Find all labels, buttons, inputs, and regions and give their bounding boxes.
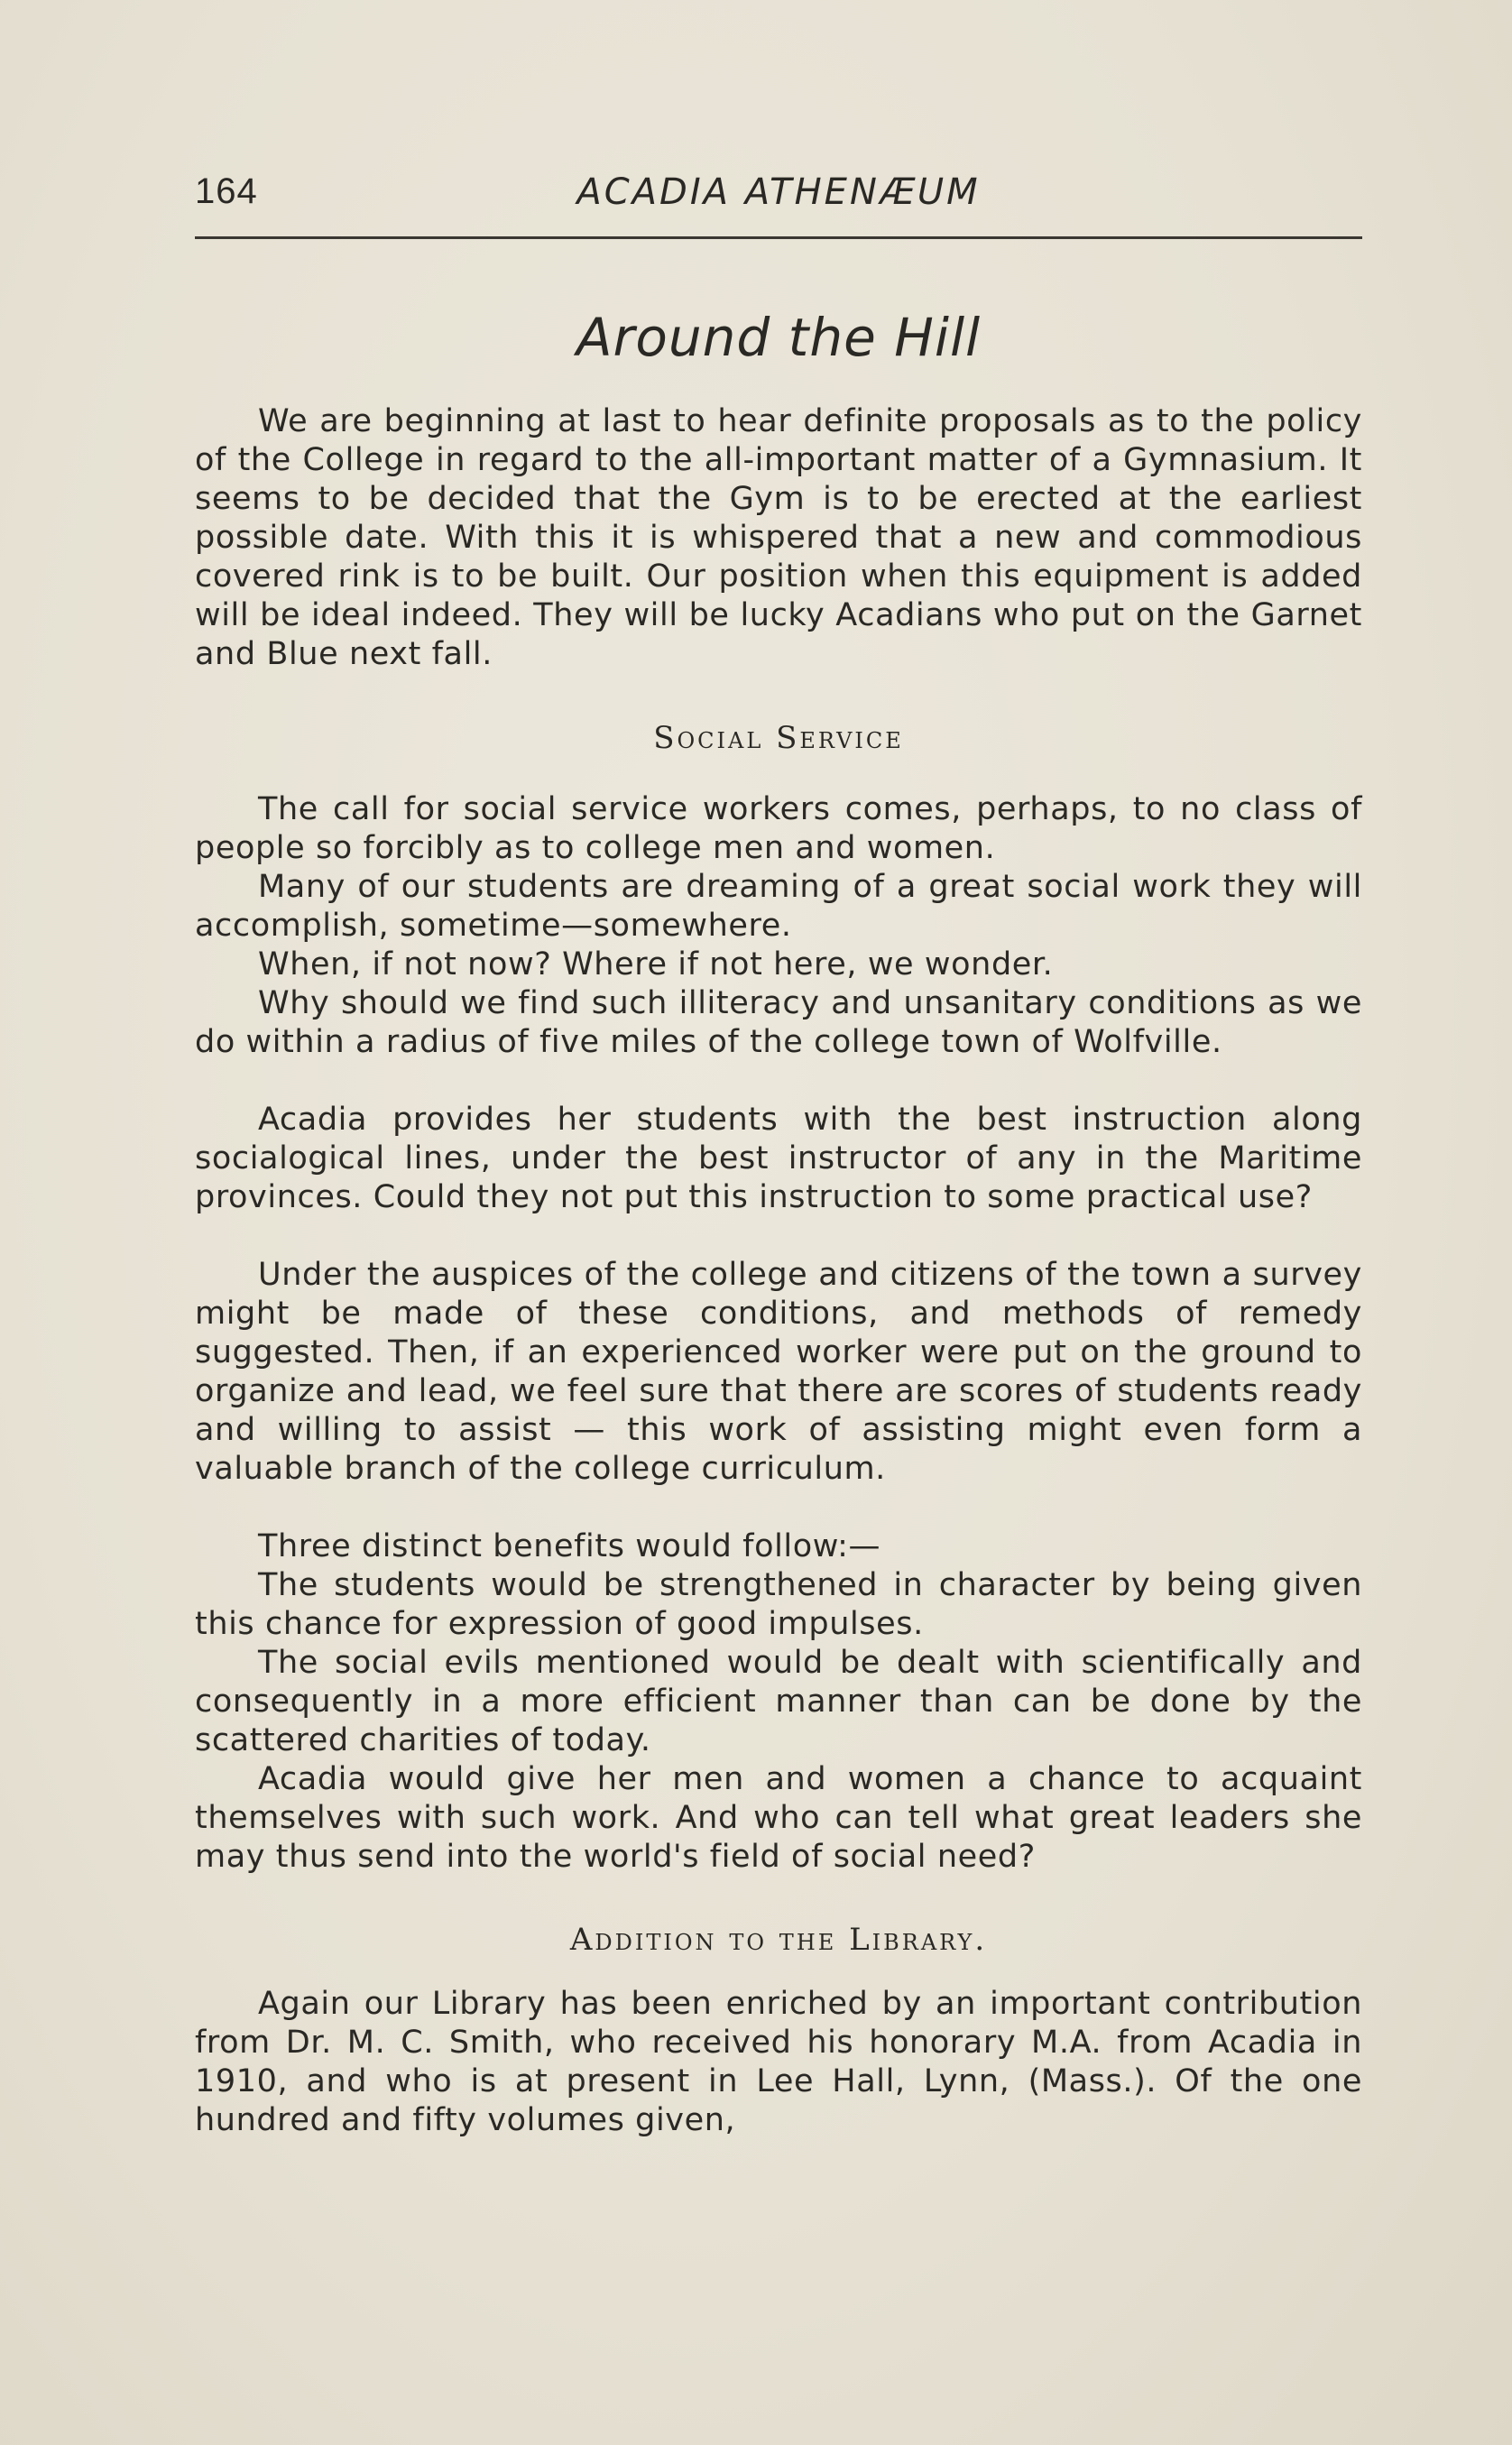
social-paragraph-9: The social evils mentioned would be dealt with scientifically and consequently in a more efficient manner than can be done by the scattered charities of today. [195, 1645, 1362, 1758]
social-paragraph-8: The students would be strengthened in character by being given this chance for expression of good impulses. [195, 1567, 1362, 1642]
article-title: Around the Hill [576, 307, 982, 368]
social-paragraph-7: Three distinct benefits would follow:— [258, 1528, 881, 1564]
social-paragraph-3: When, if not now? Where if not here, we wonder. [258, 946, 1054, 983]
social-paragraph-1: The call for social service workers comes, perhaps, to no class of people so forcibly as to college men and women. [195, 791, 1362, 866]
intro-paragraph: We are beginning at last to hear definite proposals as to the policy of the College in regard to the all-important matter of a Gymnasium. It seems to be decided that the Gym is to be erected at the earliest possible date. With this it is whispered that a new and commodious covered rink is to be built. Our position when this equipment is added will be ideal indeed. They will be lucky Acadians who put on the Garnet and Blue next fall. [195, 403, 1362, 672]
header-rule [195, 236, 1362, 239]
social-paragraph-5: Acadia provides her students with the best instruction along socialogical lines, under the best instructor of any in the Maritime provinces. Could they not put this instruction to some practical use? [195, 1102, 1362, 1215]
social-paragraph-4: Why should we find such illiteracy and unsanitary conditions as we do within a radius of five miles of the college town of Wolfville. [195, 985, 1362, 1060]
page-number: 164 [195, 171, 258, 211]
section-heading-social-service: Social Service [653, 720, 904, 756]
section-heading-library: Addition to the Library. [569, 1922, 988, 1958]
running-title: ACADIA ATHENÆUM [576, 171, 981, 213]
library-paragraph: Again our Library has been enriched by an important contribution from Dr. M. C. Smith, who received his honorary M.A. from Acadia in 1910, and who is at present in Lee Hall, Lynn, (Mass.). Of the one hundred and fifty volumes given, [195, 1986, 1362, 2138]
page-header [195, 171, 1362, 226]
social-paragraph-6: Under the auspices of the college and citizens of the town a survey might be made of these conditions, and methods of remedy suggested. Then, if an experienced worker were put on the ground to organize and lead, we feel sure that there are scores of students ready and willing to assist — this work of assisting might even form a valuable branch of the college curriculum. [195, 1257, 1362, 1487]
social-paragraph-2: Many of our students are dreaming of a great social work they will accomplish, sometime—somewhere. [195, 869, 1362, 944]
social-paragraph-10: Acadia would give her men and women a chance to acquaint themselves with such work. And who can tell what great leaders she may thus send into the world's field of social need? [195, 1761, 1362, 1875]
